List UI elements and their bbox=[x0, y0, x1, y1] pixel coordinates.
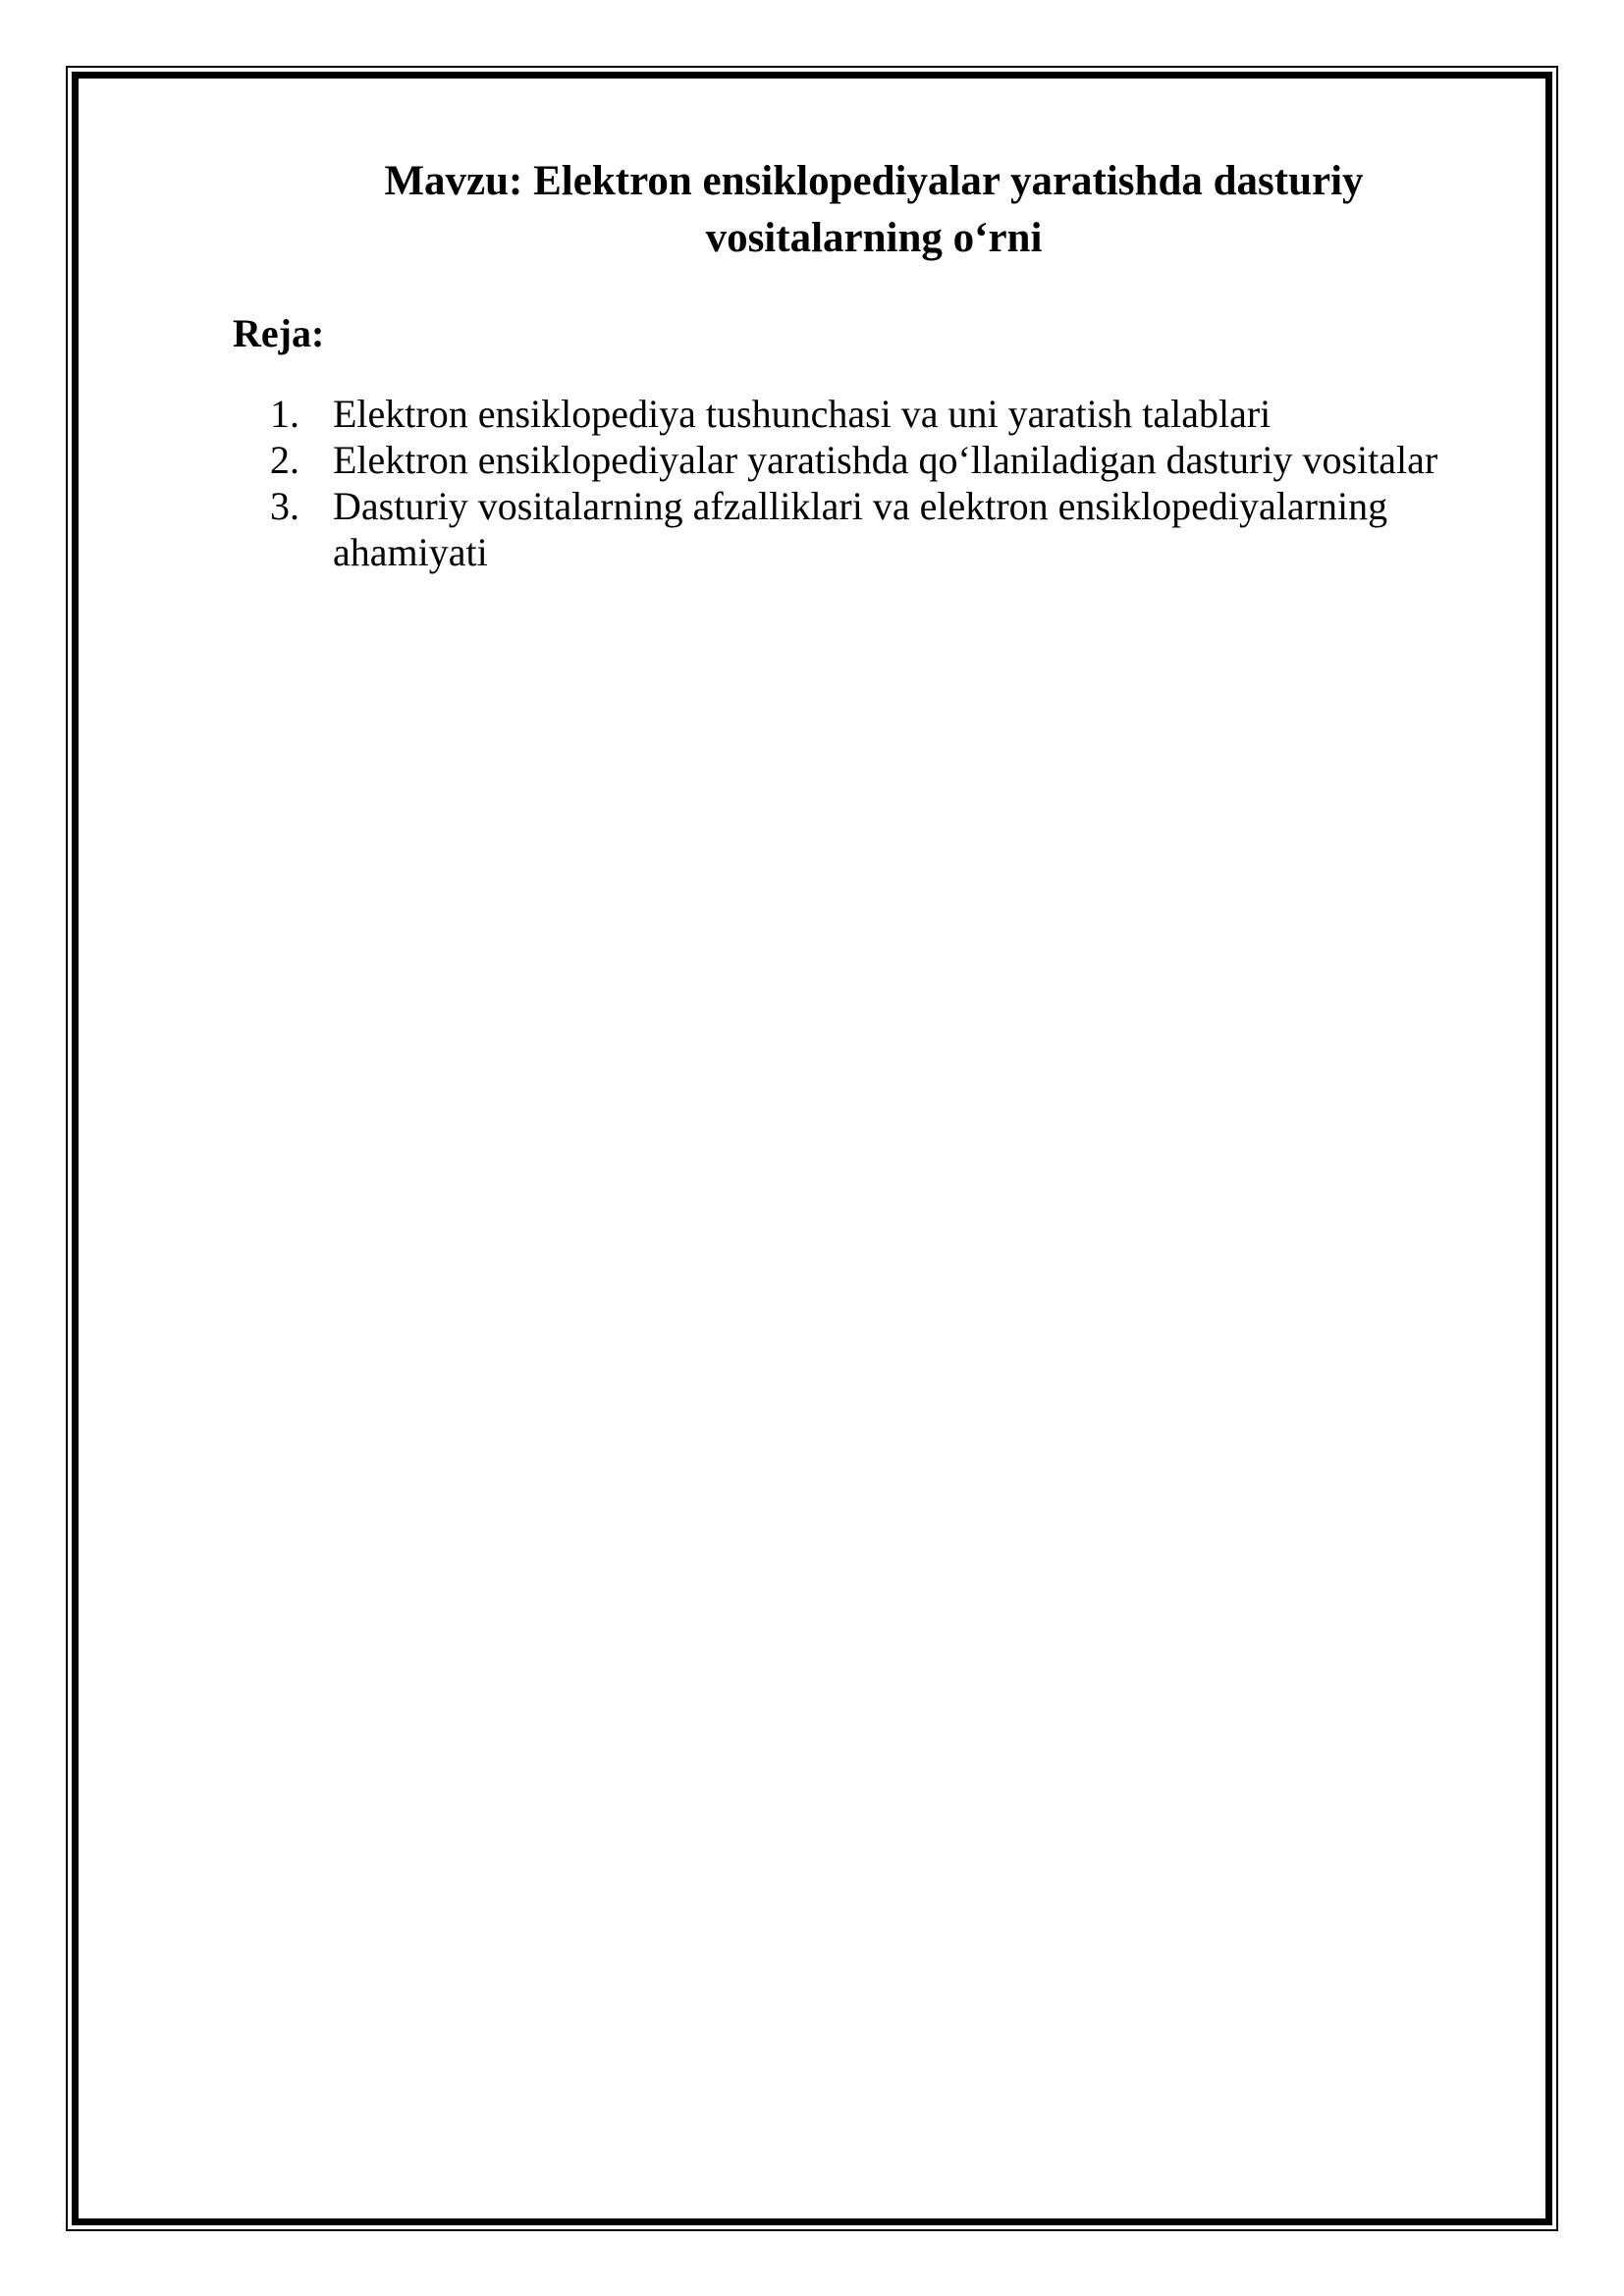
plan-item bbox=[270, 391, 1537, 437]
plan-heading: Reja: bbox=[233, 311, 325, 355]
plan-item bbox=[270, 437, 1537, 483]
plan-list bbox=[270, 391, 1537, 575]
plan-item-text: Dasturiy vositalarning afzalliklari va elektron ensiklopediyalarning ahamiyati bbox=[333, 484, 1388, 574]
plan-item bbox=[270, 483, 1537, 575]
plan-item-text: Elektron ensiklopediyalar yaratishda qo‘llaniladigan dasturiy vositalar bbox=[333, 438, 1438, 482]
plan-item-number: 1. bbox=[270, 392, 299, 436]
plan-item-text: Elektron ensiklopediya tushunchasi va uni yaratish talablari bbox=[333, 392, 1272, 436]
document-title: Mavzu: Elektron ensiklopediyalar yaratishda dasturiy vositalarning o‘rni bbox=[384, 158, 1364, 261]
plan-item-number: 3. bbox=[270, 484, 299, 528]
plan-item-number: 2. bbox=[270, 438, 299, 482]
